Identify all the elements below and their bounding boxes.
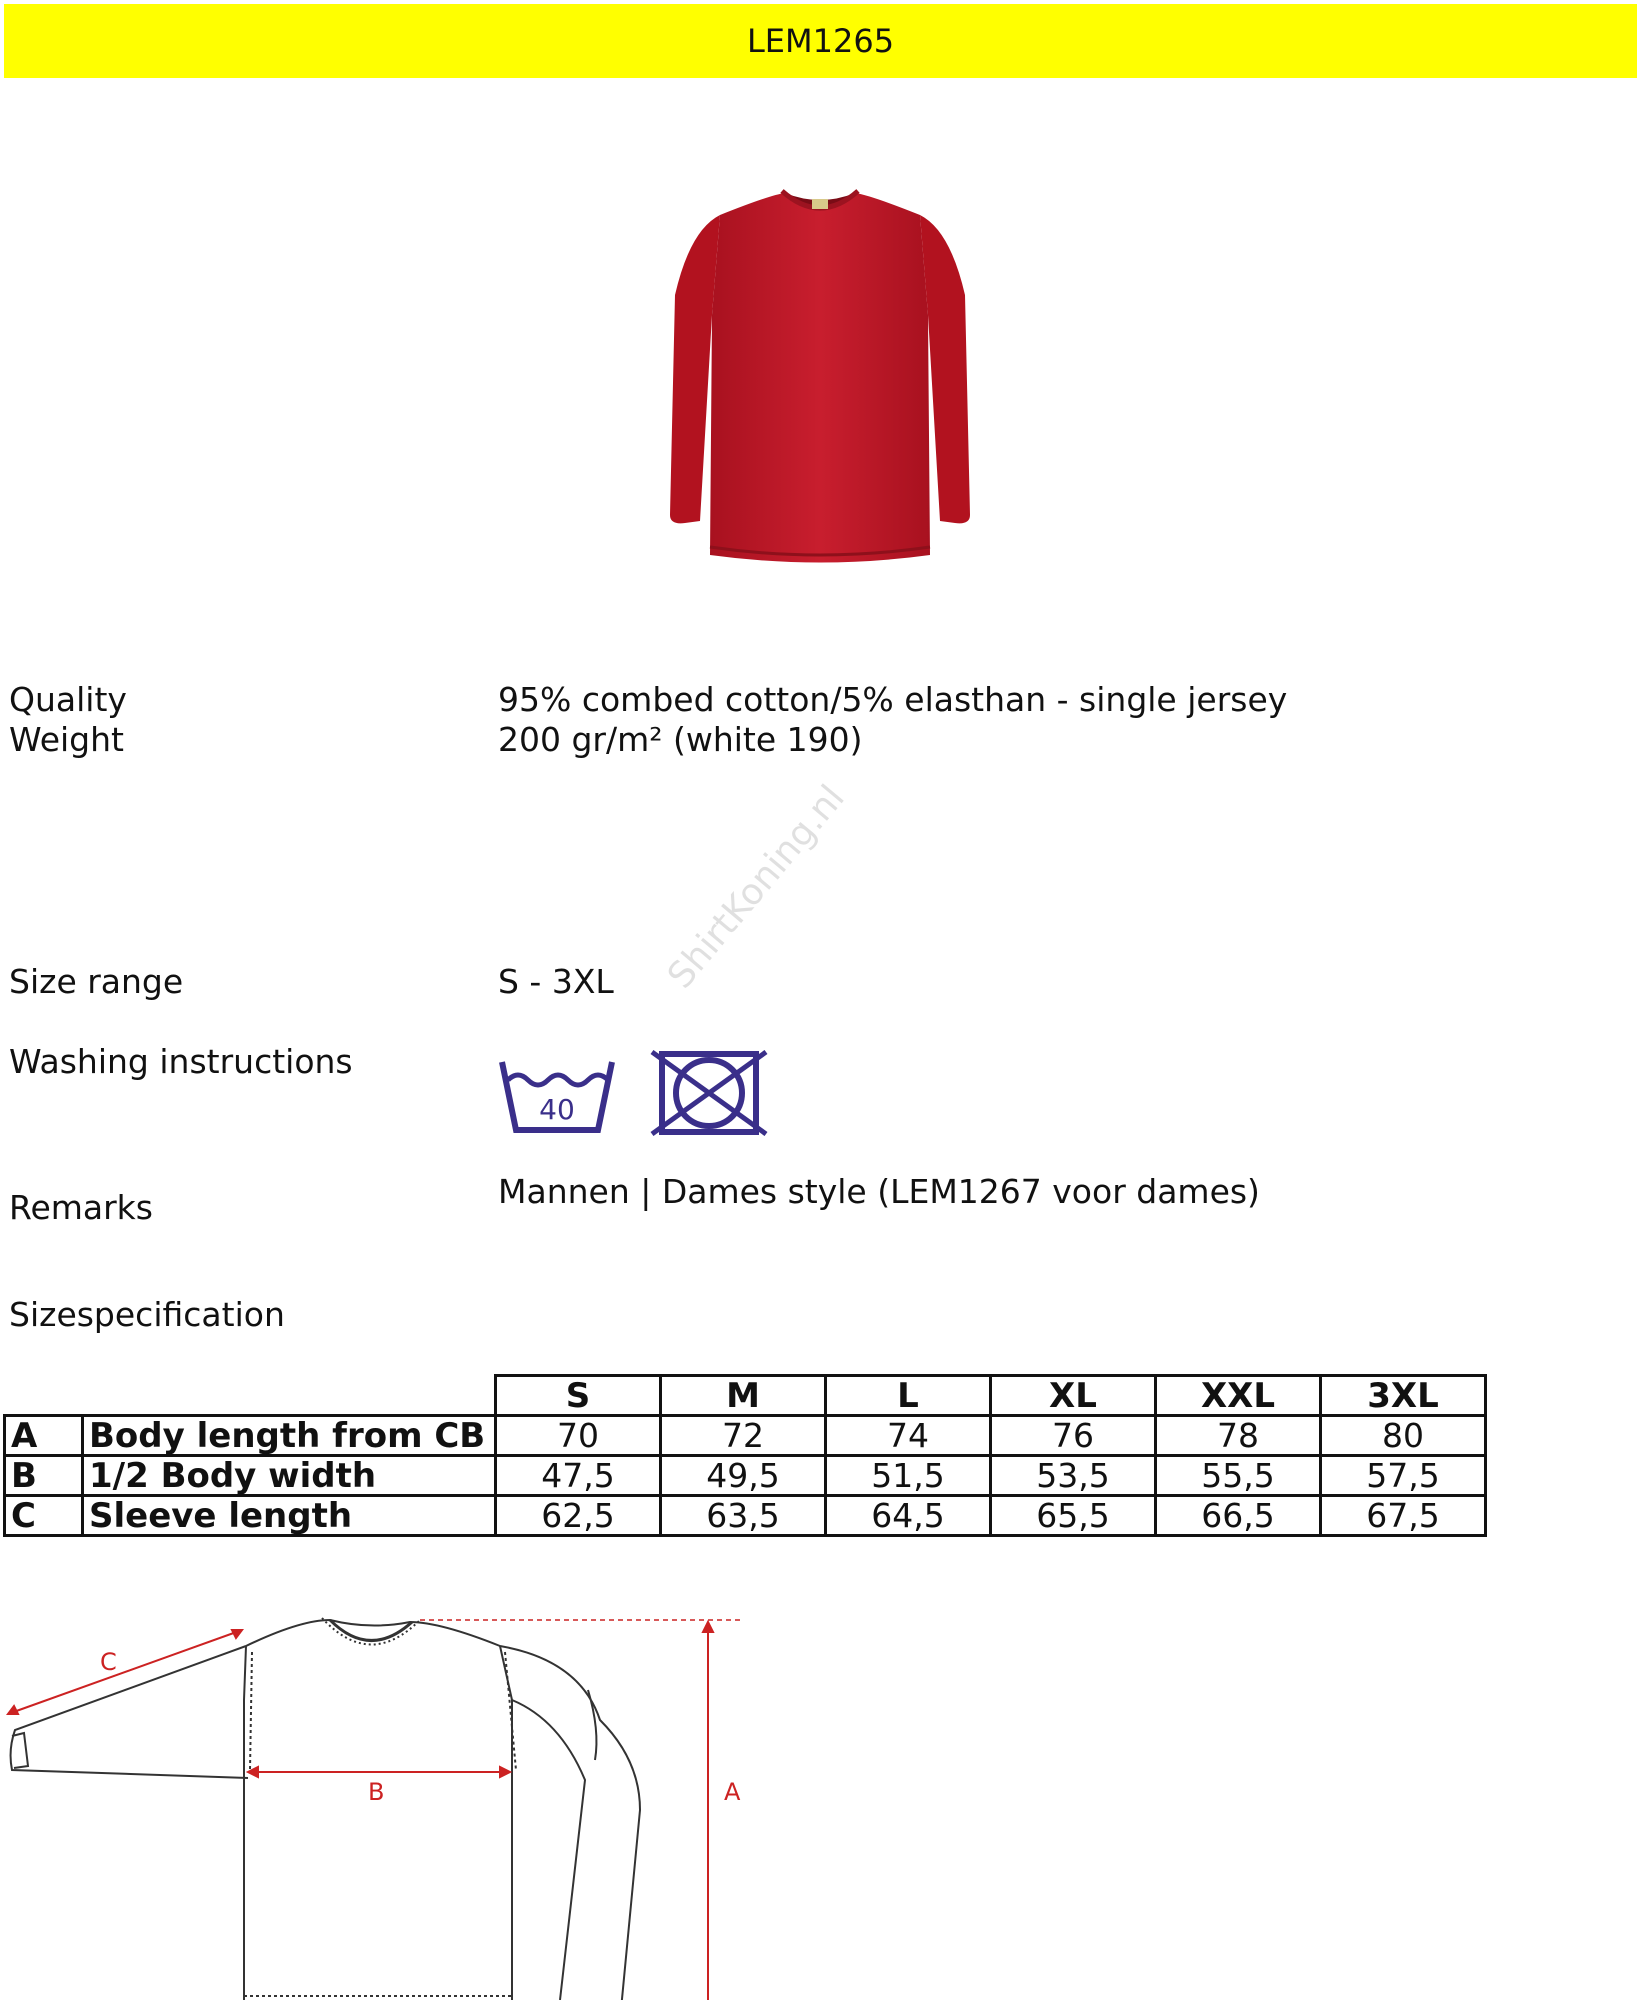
diagram-label-a: A <box>724 1778 741 1806</box>
measurement-diagram <box>0 1600 760 2000</box>
remarks-label: Remarks <box>9 1188 153 1227</box>
weight-value: 200 gr/m² (white 190) <box>498 720 863 759</box>
wash-temp-text: 40 <box>539 1093 575 1126</box>
row-value: 64,5 <box>826 1496 991 1536</box>
size-header: 3XL <box>1321 1376 1486 1416</box>
header-banner <box>4 4 1637 78</box>
row-value: 76 <box>991 1416 1156 1456</box>
washing-label: Washing instructions <box>9 1042 353 1081</box>
quality-value: 95% combed cotton/5% elasthan - single jersey <box>498 680 1288 719</box>
size-header: XXL <box>1156 1376 1321 1416</box>
diagram-label-b: B <box>368 1778 385 1806</box>
size-header: L <box>826 1376 991 1416</box>
size-table <box>3 1374 1487 1537</box>
row-value: 57,5 <box>1321 1456 1486 1496</box>
size-header: S <box>496 1376 661 1416</box>
table-row <box>5 1416 1486 1456</box>
row-value: 53,5 <box>991 1456 1156 1496</box>
row-value: 49,5 <box>661 1456 826 1496</box>
weight-label: Weight <box>9 720 124 759</box>
row-name: Body length from CB <box>83 1416 496 1456</box>
row-value: 65,5 <box>991 1496 1156 1536</box>
row-value: 55,5 <box>1156 1456 1321 1496</box>
table-row <box>5 1456 1486 1496</box>
table-row <box>5 1496 1486 1536</box>
row-value: 70 <box>496 1416 661 1456</box>
wash-40-icon <box>498 1058 616 1134</box>
size-header-row <box>5 1376 1486 1416</box>
no-tumble-dry-icon <box>650 1050 768 1136</box>
watermark-text: ShirtKoning.nl <box>660 777 853 997</box>
row-letter: C <box>5 1496 83 1536</box>
row-value: 78 <box>1156 1416 1321 1456</box>
row-value: 80 <box>1321 1416 1486 1456</box>
diagram-label-c: C <box>100 1648 117 1676</box>
size-range-value: S - 3XL <box>498 962 614 1001</box>
remarks-value: Mannen | Dames style (LEM1267 voor dames) <box>498 1172 1260 1211</box>
row-value: 72 <box>661 1416 826 1456</box>
row-name: Sleeve length <box>83 1496 496 1536</box>
product-shirt-image <box>660 185 980 575</box>
row-value: 67,5 <box>1321 1496 1486 1536</box>
quality-label: Quality <box>9 680 127 719</box>
row-value: 47,5 <box>496 1456 661 1496</box>
row-value: 66,5 <box>1156 1496 1321 1536</box>
row-name: 1/2 Body width <box>83 1456 496 1496</box>
product-code: LEM1265 <box>746 22 895 60</box>
row-value: 74 <box>826 1416 991 1456</box>
sizespec-label: Sizespecification <box>9 1295 285 1334</box>
size-range-label: Size range <box>9 962 184 1001</box>
size-header: M <box>661 1376 826 1416</box>
row-value: 63,5 <box>661 1496 826 1536</box>
row-letter: A <box>5 1416 83 1456</box>
row-letter: B <box>5 1456 83 1496</box>
row-value: 62,5 <box>496 1496 661 1536</box>
size-header: XL <box>991 1376 1156 1416</box>
row-value: 51,5 <box>826 1456 991 1496</box>
